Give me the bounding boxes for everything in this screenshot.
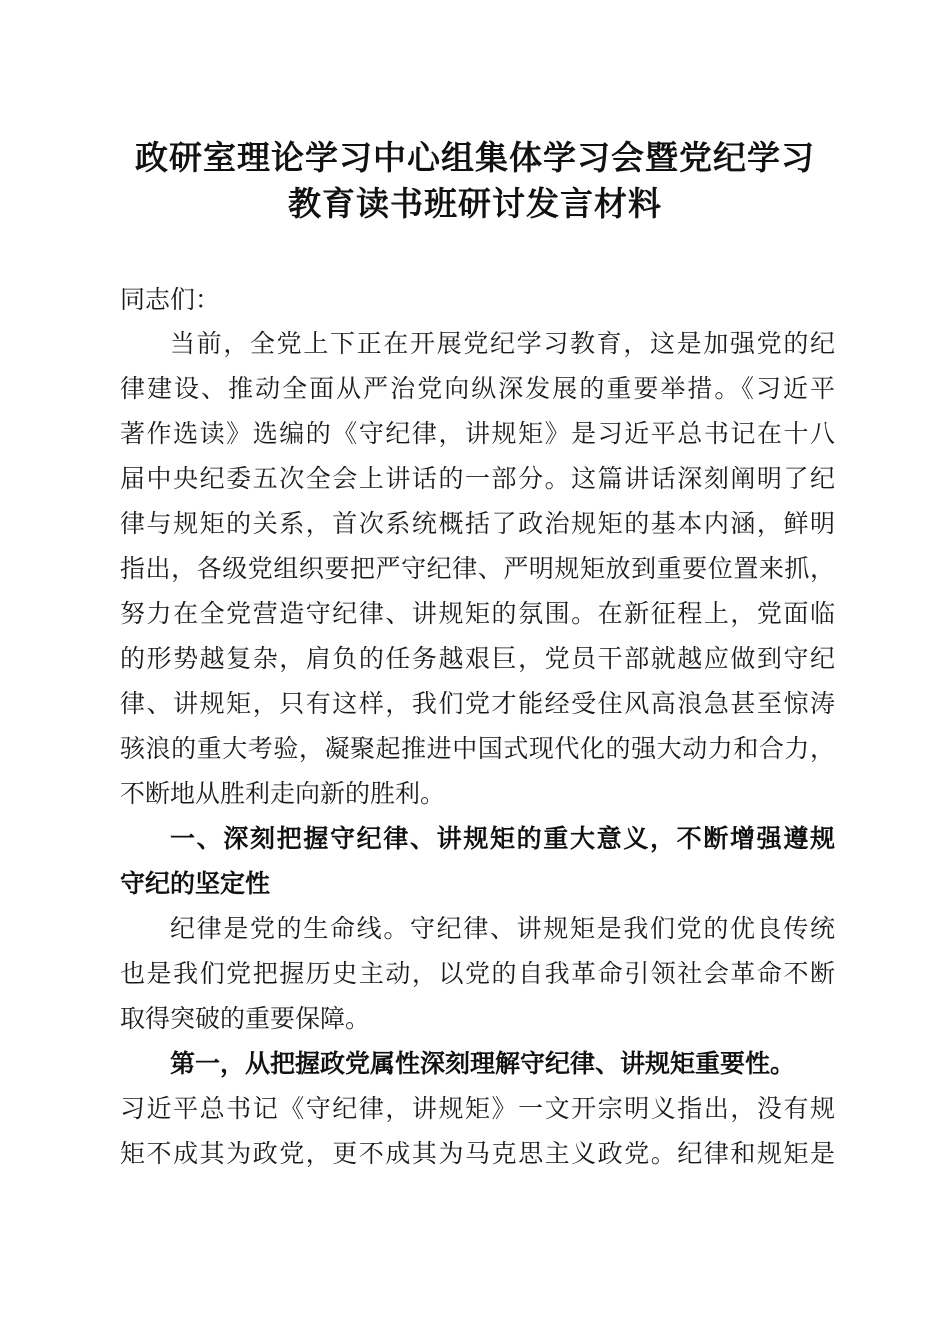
paragraph-1-line: 不断地从胜利走向新的胜利。 (120, 779, 446, 808)
paragraph-2-line: 取得突破的重要保障。 (120, 1004, 371, 1033)
paragraph-2-line: 纪律是党的生命线。守纪律、讲规矩是我们党的优良传统 (170, 914, 835, 943)
document-title-line-2: 教育读书班研讨发言材料 (288, 184, 662, 223)
paragraph-1-line: 律与规矩的关系，首次系统概括了政治规矩的基本内涵，鲜明 (120, 509, 835, 538)
paragraph-1-line: 指出，各级党组织要把严守纪律、严明规矩放到重要位置来抓， (120, 554, 835, 583)
subheading-1: 第一，从把握政党属性深刻理解守纪律、讲规矩重要性。 (170, 1049, 796, 1078)
paragraph-1-line: 著作选读》选编的《守纪律，讲规矩》是习近平总书记在十八 (120, 419, 835, 448)
section-heading-1-line: 一、深刻把握守纪律、讲规矩的重大意义，不断增强遵规 (170, 824, 835, 853)
paragraph-1-line: 律、讲规矩，只有这样，我们党才能经受住风高浪急甚至惊涛 (120, 689, 835, 718)
paragraph-3-line: 矩不成其为政党，更不成其为马克思主义政党。纪律和规矩是 (120, 1139, 835, 1168)
paragraph-1-line: 的形势越复杂，肩负的任务越艰巨，党员干部就越应做到守纪 (120, 644, 835, 673)
paragraph-1-line: 当前，全党上下正在开展党纪学习教育，这是加强党的纪 (170, 329, 835, 358)
section-heading-1-line: 守纪的坚定性 (120, 869, 271, 898)
paragraph-3-line: 习近平总书记《守纪律，讲规矩》一文开宗明义指出，没有规 (120, 1094, 835, 1123)
salutation: 同志们： (120, 285, 221, 314)
document-title-line-1: 政研室理论学习中心组集体学习会暨党纪学习 (135, 138, 815, 177)
paragraph-2-line: 也是我们党把握历史主动，以党的自我革命引领社会革命不断 (120, 959, 835, 988)
paragraph-1-line: 努力在全党营造守纪律、讲规矩的氛围。在新征程上，党面临 (120, 599, 835, 628)
paragraph-1-line: 骇浪的重大考验，凝聚起推进中国式现代化的强大动力和合力， (120, 734, 835, 763)
paragraph-1-line: 律建设、推动全面从严治党向纵深发展的重要举措。《习近平 (120, 374, 835, 403)
paragraph-1-line: 届中央纪委五次全会上讲话的一部分。这篇讲话深刻阐明了纪 (120, 464, 835, 493)
